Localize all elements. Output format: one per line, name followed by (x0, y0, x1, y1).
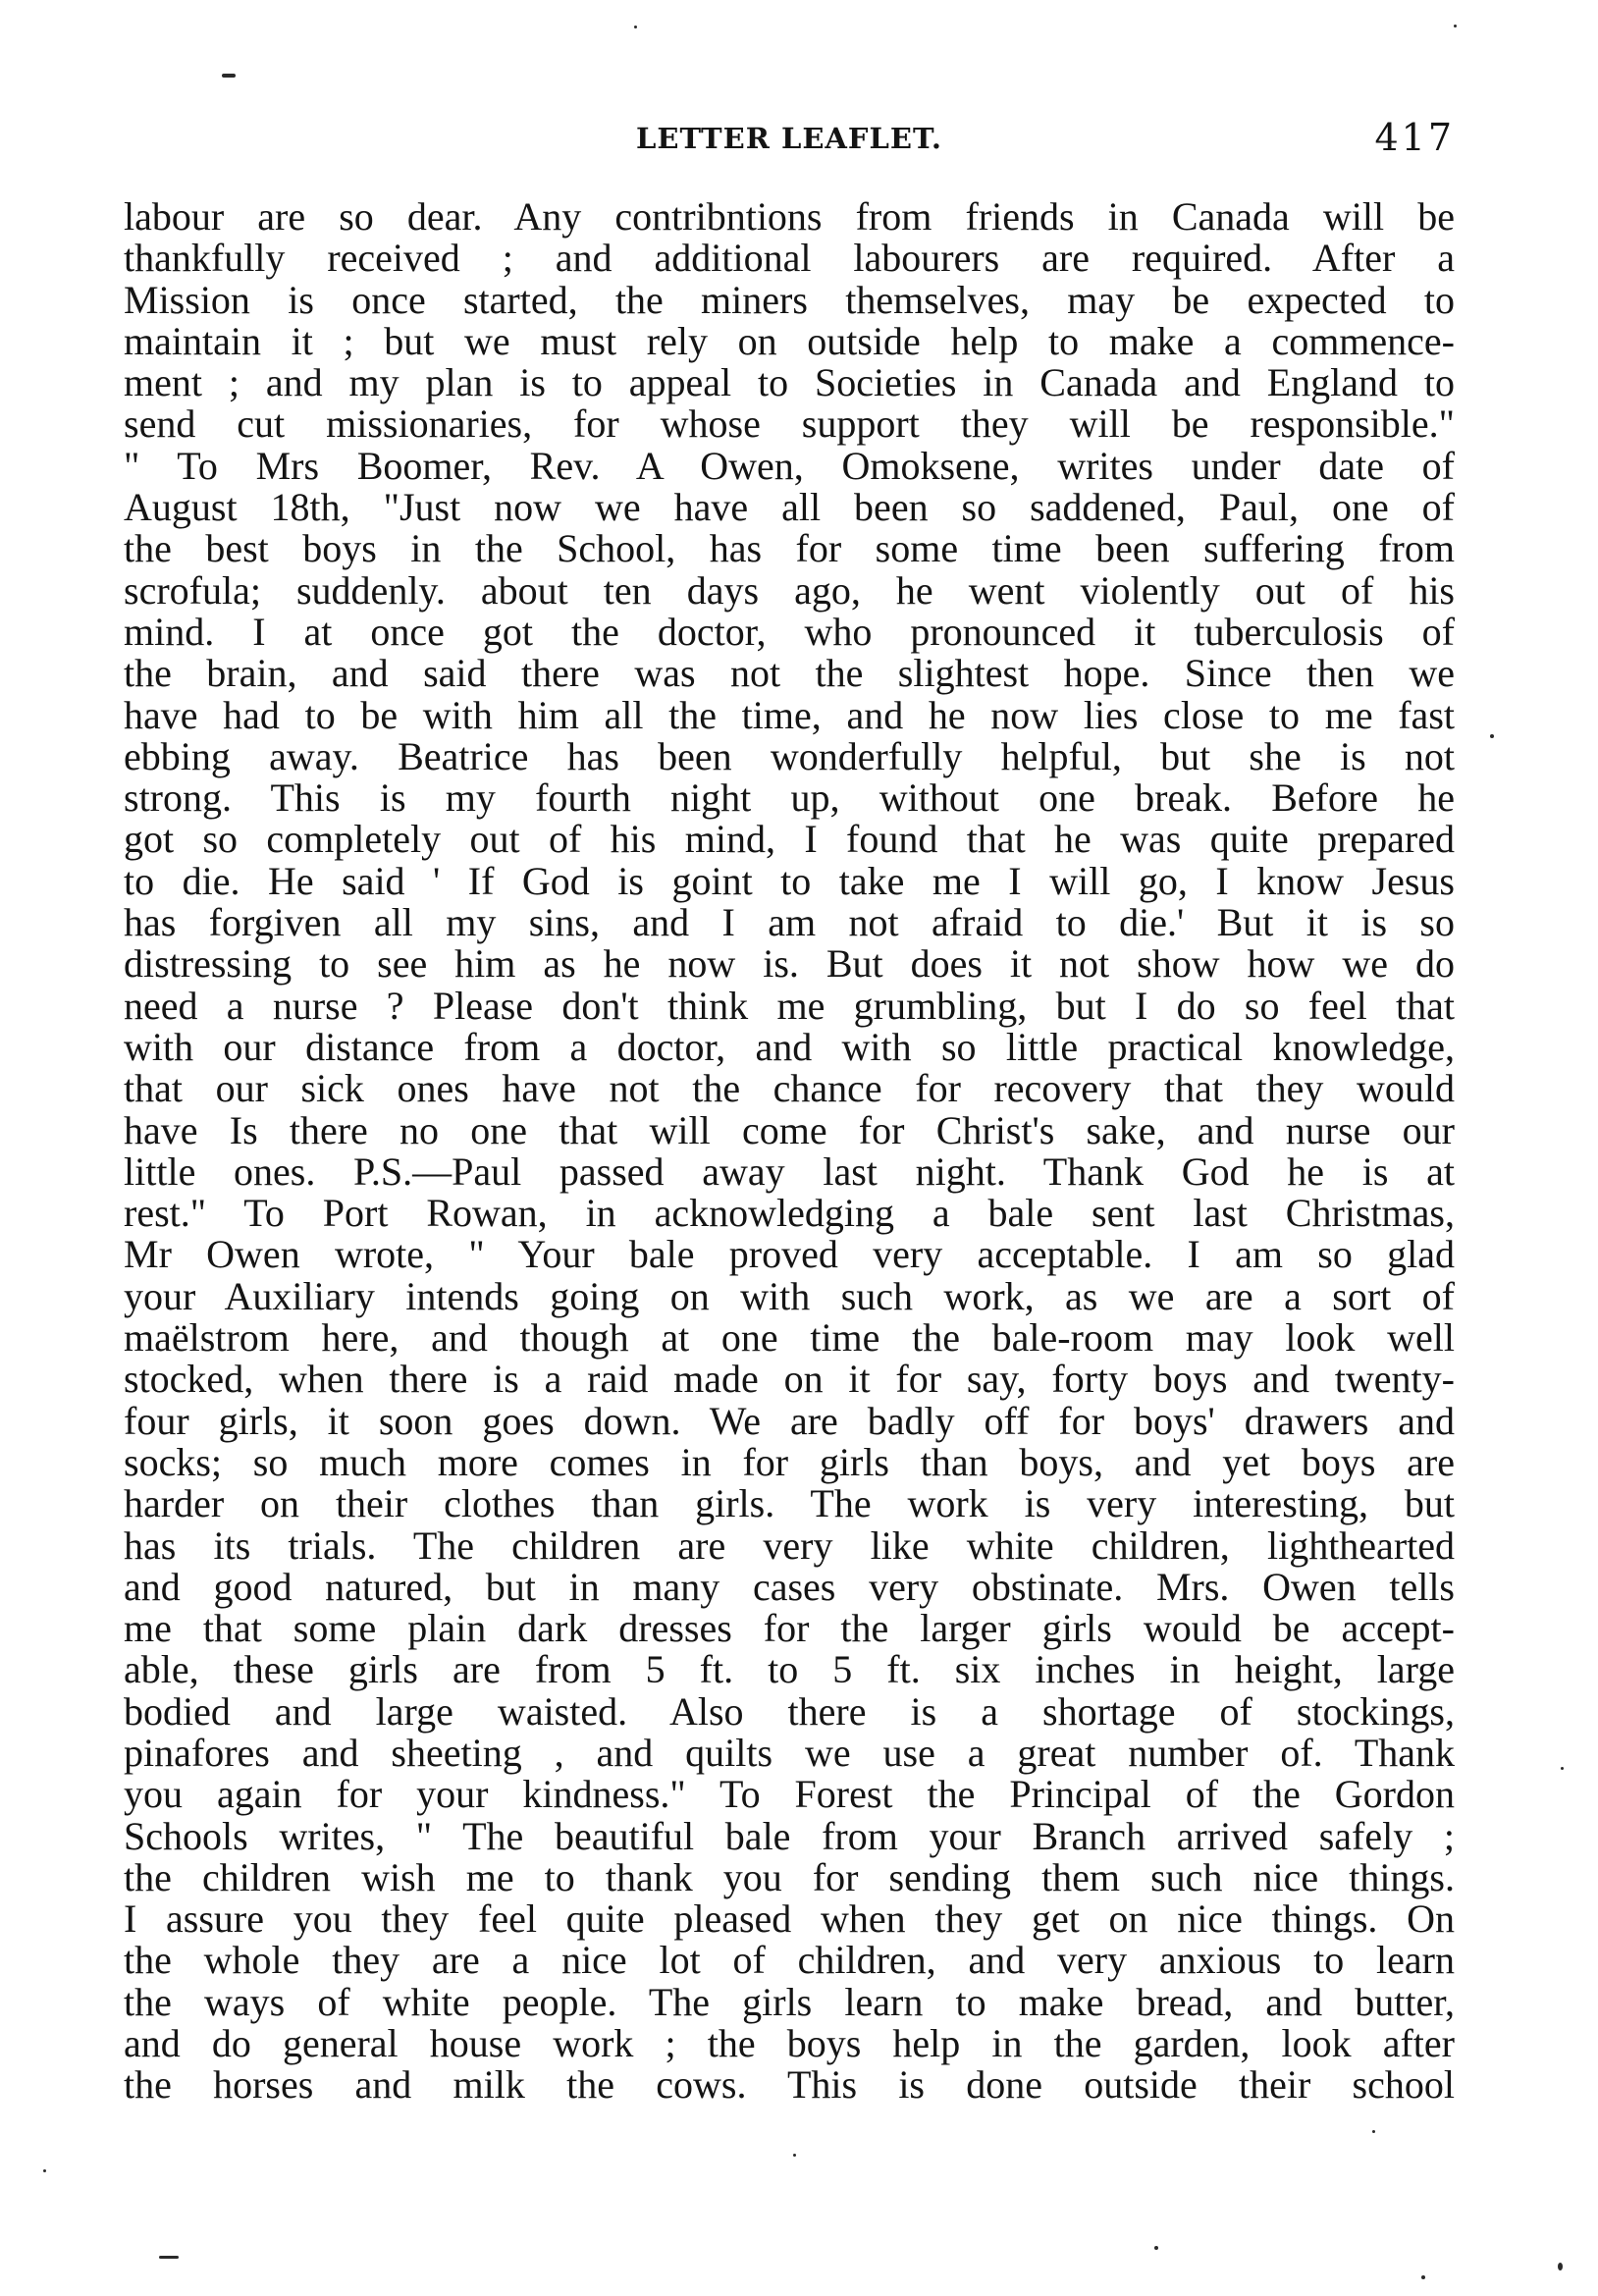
text-line: me that some plain dark dresses for the larger girls would be accept- (124, 1606, 1455, 1651)
text-line: maintain it ; but we must rely on outside help to make a commence- (124, 318, 1455, 363)
text-line: rest." To Port Rowan, in acknowledging a bale sent last Christmas, (124, 1191, 1455, 1236)
scan-speck (159, 2256, 179, 2259)
text-line: send cut missionaries, for whose support they will be responsible." (124, 401, 1455, 447)
scan-speck (222, 74, 236, 78)
scan-speck (1154, 2246, 1158, 2250)
scan-speck (43, 2169, 46, 2172)
text-line: little ones. P.S.—Paul passed away last night. Thank God he is at (124, 1148, 1455, 1194)
text-line: the children wish me to thank you for sending them such nice things. (124, 1854, 1455, 1899)
scan-speck (1561, 1767, 1564, 1770)
text-line: that our sick ones have not the chance for recovery that they would (124, 1066, 1455, 1111)
scan-speck (1421, 2275, 1425, 2279)
running-title: LETTER LEAFLET. (636, 122, 942, 155)
page-header (124, 116, 1455, 165)
text-line: maëlstrom here, and though at one time the bale-room may look well (124, 1315, 1455, 1361)
scan-speck (793, 2154, 796, 2157)
scan-speck (1558, 2263, 1563, 2270)
scan-speck (1490, 734, 1494, 738)
text-line: socks; so much more comes in for girls than boys, and yet boys are (124, 1439, 1455, 1484)
text-line: harder on their clothes than girls. The work is very interesting, but (124, 1481, 1455, 1526)
text-line: August 18th, "Just now we have all been so saddened, Paul, one of (124, 485, 1455, 530)
text-line: stocked, when there is a raid made on it for say, forty boys and twenty- (124, 1357, 1455, 1402)
page-number: 417 (1374, 116, 1455, 159)
text-line: distressing to see him as he now is. But does it not show how we do (124, 941, 1455, 987)
text-line: and good natured, but in many cases very obstinate. Mrs. Owen tells (124, 1564, 1455, 1609)
text-line: Schools writes, " The beautiful bale from your Branch arrived safely ; (124, 1813, 1455, 1858)
text-line: the brain, and said there was not the slightest hope. Since then we (124, 651, 1455, 696)
text-line: I assure you they feel quite pleased when they get on nice things. On (124, 1896, 1455, 1942)
text-line: ment ; and my plan is to appeal to Societies in Canada and England to (124, 360, 1455, 405)
text-line: has forgiven all my sins, and I am not afraid to die.' But it is so (124, 900, 1455, 945)
text-line: labour are so dear. Any contribntions from friends in Canada will be (124, 194, 1455, 239)
text-line: need a nurse ? Please don't think me grumbling, but I do so feel that (124, 983, 1455, 1028)
text-line: has its trials. The children are very like white children, lighthearted (124, 1522, 1455, 1568)
text-line: have Is there no one that will come for Christ's sake, and nurse our (124, 1107, 1455, 1152)
text-line: thankfully received ; and additional labourers are required. After a (124, 236, 1455, 281)
text-line: pinafores and sheeting , and quilts we use a great number of. Thank (124, 1730, 1455, 1775)
text-line: with our distance from a doctor, and with so little practical knowledge, (124, 1024, 1455, 1069)
scan-speck (1454, 25, 1457, 27)
text-line: to die. He said ' If God is goint to take me I will go, I know Jesus (124, 858, 1455, 903)
text-line: able, these girls are from 5 ft. to 5 ft. six inches in height, large (124, 1647, 1455, 1692)
text-line: have had to be with him all the time, and he now lies close to me fast (124, 692, 1455, 737)
text-line: you again for your kindness." To Forest the Principal of the Gordon (124, 1772, 1455, 1817)
body-text (124, 196, 1455, 2107)
text-line: Mission is once started, the miners themselves, may be expected to (124, 277, 1455, 322)
text-line: your Auxiliary intends going on with such work, as we are a sort of (124, 1273, 1455, 1318)
text-line: bodied and large waisted. Also there is a shortage of stockings, (124, 1688, 1455, 1734)
text-line: Mr Owen wrote, " Your bale proved very acceptable. I am so glad (124, 1232, 1455, 1277)
text-line: four girls, it soon goes down. We are badly off for boys' drawers and (124, 1398, 1455, 1443)
scan-speck (1372, 2130, 1375, 2133)
text-line: mind. I at once got the doctor, who pronounced it tuberculosis of (124, 609, 1455, 654)
text-line: ebbing away. Beatrice has been wonderfully helpful, but she is not (124, 733, 1455, 778)
text-line: got so completely out of his mind, I found that he was quite prepared (124, 817, 1455, 862)
text-line: and do general house work ; the boys help in the garden, look after (124, 2021, 1455, 2066)
text-line: the whole they are a nice lot of children, and very anxious to learn (124, 1938, 1455, 1983)
text-line: the ways of white people. The girls learn to make bread, and butter, (124, 1979, 1455, 2024)
scan-speck (634, 26, 637, 28)
text-line: strong. This is my fourth night up, without one break. Before he (124, 775, 1455, 821)
text-line: the best boys in the School, has for some time been suffering from (124, 526, 1455, 571)
text-line: scrofula; suddenly. about ten days ago, he went violently out of his (124, 567, 1455, 613)
text-line: " To Mrs Boomer, Rev. A Owen, Omoksene, writes under date of (124, 443, 1455, 488)
text-line: the horses and milk the cows. This is done outside their school (124, 2062, 1455, 2108)
